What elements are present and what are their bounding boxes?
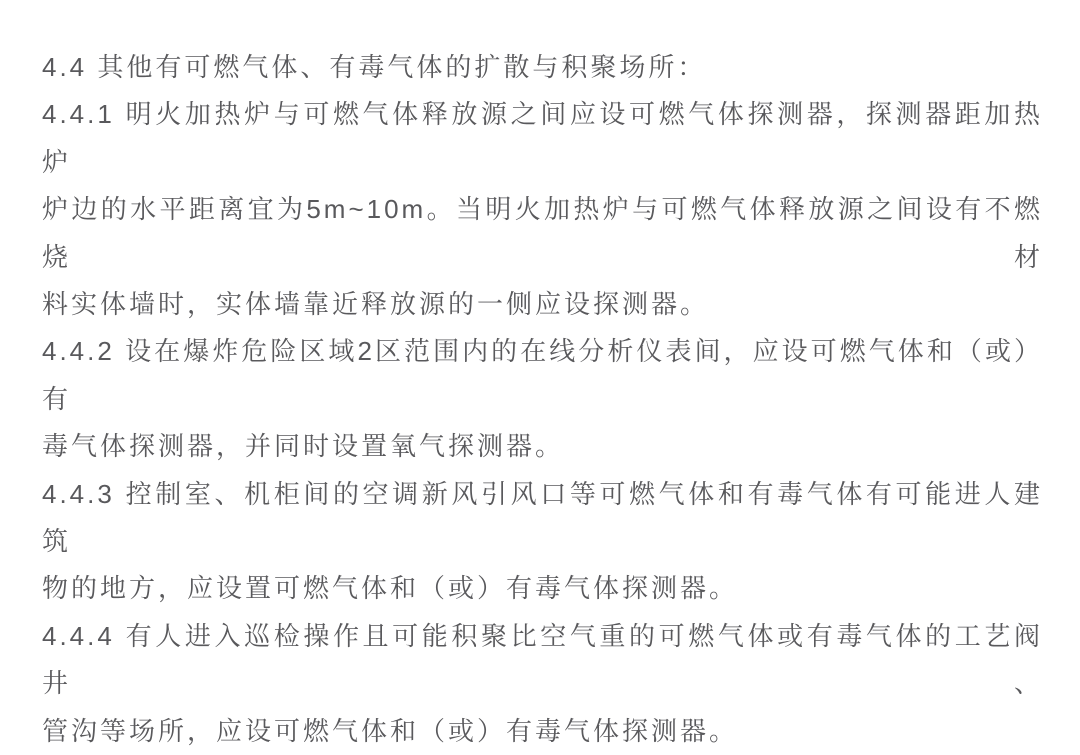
text-line: 4.4.2 设在爆炸危险区域2区范围内的在线分析仪表间，应设可燃气体和（或）有	[42, 336, 1043, 414]
text-line: 4.4.3 控制室、机柜间的空调新风引风口等可燃气体和有毒气体有可能进人建筑	[42, 478, 1043, 557]
text-line: 4.4.1 明火加热炉与可燃气体释放源之间应设可燃气体探测器，探测器距加热炉	[42, 99, 1043, 177]
text-line: 4.4 其他有可燃气体、有毒气体的扩散与积聚场所：	[42, 52, 707, 82]
document-body	[42, 44, 1043, 755]
text-line: 炉边的水平距离宜为5m~10m。当明火加热炉与可燃气体释放源之间设有不燃烧材	[42, 194, 1043, 272]
paragraph-4.4.4	[42, 613, 1043, 755]
text-line: 管沟等场所，应设可燃气体和（或）有毒气体探测器。	[42, 715, 739, 746]
paragraph-4.4.1	[42, 91, 1043, 328]
paragraph-4.4	[42, 44, 1043, 91]
text-line: 毒气体探测器，并同时设置氧气探测器。	[42, 431, 565, 462]
paragraph-4.4.3	[42, 471, 1043, 613]
text-line: 物的地方，应设置可燃气体和（或）有毒气体探测器。	[42, 573, 739, 604]
text-line: 料实体墙时，实体墙靠近释放源的一侧应设探测器。	[42, 289, 710, 320]
text-line: 4.4.4 有人进入巡检操作且可能积聚比空气重的可燃气体或有毒气体的工艺阀井、	[42, 620, 1043, 699]
paragraph-4.4.2	[42, 328, 1043, 470]
